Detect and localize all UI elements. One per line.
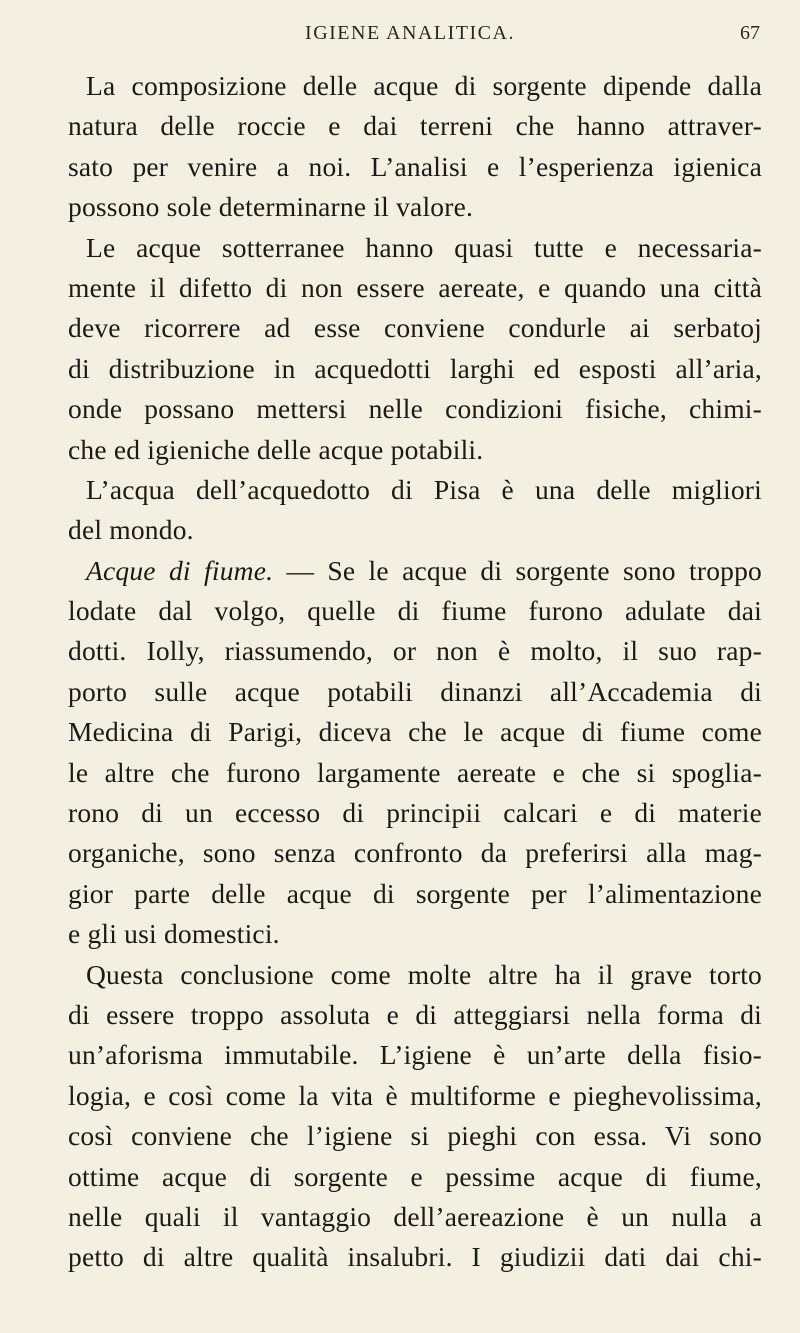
text-line: rono di un eccesso di principii calcari e di materie [68, 797, 762, 829]
section-heading: Acque di fiume. [86, 554, 274, 586]
text-line: le altre che furono largamente aereate e che si spoglia- [68, 756, 762, 788]
text-line: onde possano mettersi nelle condizioni fisiche, chimi- [68, 393, 762, 425]
text-line: Medicina di Parigi, diceva che le acque di fiume come [68, 716, 762, 748]
text-line: petto di altre qualità insalubri. I giudizii dati dai chi- [68, 1241, 762, 1273]
running-title: IGIENE ANALITICA. [305, 22, 515, 44]
text-line: logia, e così come la vita è multiforme e pieghevolissima, [68, 1079, 762, 1111]
text-line: di essere troppo assoluta e di atteggiarsi nella forma di [68, 998, 762, 1030]
text-line: porto sulle acque potabili dinanzi all’Accademia di [68, 675, 762, 707]
body-text [68, 66, 762, 1278]
text-line: deve ricorrere ad esse conviene condurle ai serbatoj [68, 312, 762, 344]
text-line: ottime acque di sorgente e pessime acque di fiume, [68, 1160, 762, 1192]
text-line: di distribuzione in acquedotti larghi ed esposti all’aria, [68, 352, 762, 384]
text-line-with-heading [68, 551, 762, 591]
text-line: che ed igieniche delle acque potabili. [68, 433, 484, 465]
text-line: lodate dal volgo, quelle di fiume furono adulate dai [68, 595, 762, 627]
text-line: mente il difetto di non essere aereate, e quando una città [68, 271, 762, 303]
text-line: possono sole determinarne il valore. [68, 191, 474, 223]
running-head [60, 22, 760, 52]
text-line: così conviene che l’igiene si pieghi con essa. Vi sono [68, 1120, 762, 1152]
text-line: organiche, sono senza confronto da preferirsi alla mag- [68, 837, 762, 869]
text-line: del mondo. [68, 514, 194, 546]
text-line: nelle quali il vantaggio dell’aereazione è un nulla a [68, 1200, 762, 1232]
text-line: e gli usi domestici. [68, 918, 280, 950]
text-line: gior parte delle acque di sorgente per l’alimentazione [68, 877, 762, 909]
text-line: Questa conclusione come molte altre ha il grave torto [86, 958, 762, 990]
text-line-rest: — Se le acque di sorgente sono troppo [286, 554, 763, 586]
page-number: 67 [740, 22, 760, 44]
text-line: un’aforisma immutabile. L’igiene è un’arte della fisio- [68, 1039, 762, 1071]
text-line: La composizione delle acque di sorgente dipende dalla [86, 70, 762, 101]
text-line: natura delle roccie e dai terreni che hanno attraver- [68, 110, 762, 142]
text-line: Le acque sotterranee hanno quasi tutte e necessaria- [86, 231, 762, 263]
text-line: sato per venire a noi. L’analisi e l’esperienza igienica [68, 150, 762, 182]
text-line: dotti. Iolly, riassumendo, or non è molto, il suo rap- [68, 635, 762, 667]
text-line: L’acqua dell’acquedotto di Pisa è una delle migliori [86, 473, 762, 505]
